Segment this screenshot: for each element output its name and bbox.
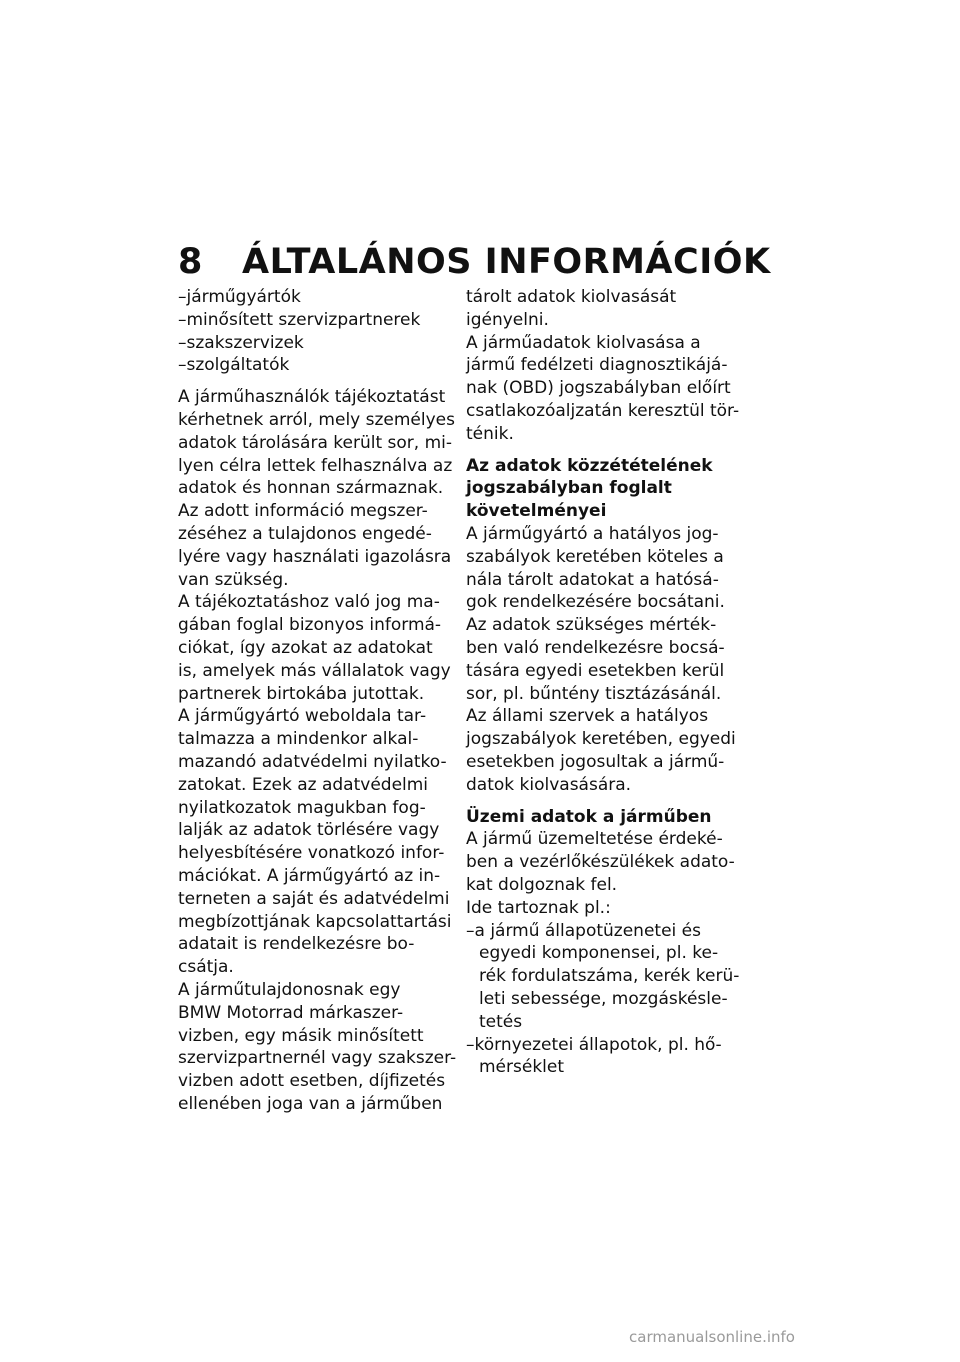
text-line: datok kiolvasására. — [466, 774, 632, 795]
section-heading: követelményei — [466, 501, 607, 522]
section-heading: Az adatok közzétételének — [466, 455, 713, 476]
text-line: A járműgyártó a hatályos jog- — [466, 523, 719, 544]
text-line: kérhetnek arról, mely személyes — [178, 409, 455, 430]
list-item-continuation: mérséklet — [479, 1057, 565, 1078]
text-line: A járműhasználók tájékoztatást — [178, 387, 446, 408]
text-line: mációkat. A járműgyártó az in- — [178, 865, 441, 886]
paragraph-gap — [466, 797, 738, 806]
list-item-continuation: rék fordulatszáma, kerék kerü- — [479, 966, 740, 987]
text-line: esetekben jogosultak a jármű- — [466, 751, 725, 772]
watermark-footer: carmanualsonline.info — [629, 1328, 795, 1346]
text-line: nyilatkozatok magukban fog- — [178, 797, 426, 818]
text-line: ben a vezérlőkészülékek adato- — [466, 852, 735, 873]
text-line: Az állami szervek a hatályos — [466, 706, 709, 727]
right-text-column — [466, 286, 738, 1079]
text-line: lalják az adatok törlésére vagy — [178, 820, 440, 841]
paragraph-gap — [466, 446, 738, 455]
text-line: szervizpartnernél vagy szakszer- — [178, 1048, 457, 1069]
chapter-number: 8 — [178, 242, 203, 282]
section-heading: Üzemi adatok a járműben — [466, 806, 712, 827]
text-line: –minősített szervizpartnerek — [178, 309, 421, 330]
text-line: csátja. — [178, 957, 234, 978]
text-line: A járműadatok kiolvasása a — [466, 332, 701, 353]
left-text-column — [178, 286, 457, 1116]
text-line: –a jármű állapotüzenetei és — [466, 920, 701, 941]
text-line: tárolt adatok kiolvasását — [466, 287, 677, 307]
text-line: sor, pl. bűntény tisztázásánál. — [466, 683, 722, 704]
text-line: zéséhez a tulajdonos engedé- — [178, 523, 432, 544]
text-line: nála tárolt adatokat a hatósá- — [466, 569, 719, 590]
text-line: –környezetei állapotok, pl. hő- — [466, 1034, 722, 1055]
text-line: gában foglal bizonyos informá- — [178, 615, 442, 636]
section-heading: jogszabályban foglalt — [466, 478, 672, 499]
text-line: is, amelyek más vállalatok vagy — [178, 660, 451, 681]
text-line: Az adott információ megszer- — [178, 501, 428, 522]
text-line: tására egyedi esetekben kerül — [466, 660, 725, 681]
list-item-continuation: egyedi komponensei, pl. ke- — [479, 943, 719, 964]
list-item-continuation: tetés — [479, 1011, 523, 1032]
text-line: zatokat. Ezek az adatvédelmi — [178, 774, 429, 795]
text-line: kat dolgoznak fel. — [466, 874, 618, 895]
text-line: igényelni. — [466, 309, 549, 330]
text-line: lyére vagy használati igazolásra — [178, 546, 452, 567]
text-line: ciókat, így azokat az adatokat — [178, 637, 433, 658]
text-line: jármű fedélzeti diagnosztikájá- — [466, 355, 728, 376]
text-line: vizben, egy másik minősített — [178, 1025, 424, 1046]
text-line: ténik. — [466, 423, 514, 444]
text-line: A járműtulajdonosnak egy — [178, 979, 401, 1000]
text-line: van szükség. — [178, 569, 289, 590]
text-line: terneten a saját és adatvédelmi — [178, 888, 450, 909]
text-line: ellenében joga van a járműben — [178, 1093, 443, 1114]
text-line: szabályok keretében köteles a — [466, 546, 724, 567]
text-line: ben való rendelkezésre bocsá- — [466, 637, 725, 658]
list-item-continuation: leti sebessége, mozgáskésle- — [479, 988, 728, 1009]
text-line: vizben adott esetben, díjfizetés — [178, 1071, 446, 1092]
text-line: adatait is rendelkezésre bo- — [178, 934, 415, 955]
text-line: Ide tartoznak pl.: — [466, 897, 611, 918]
text-line: talmazza a mindenkor alkal- — [178, 729, 419, 750]
text-line: –szakszervizek — [178, 332, 304, 353]
text-line: jogszabályok keretében, egyedi — [466, 729, 736, 750]
text-line: lyen célra lettek felhasználva az — [178, 455, 453, 476]
text-line: megbízottjának kapcsolattartási — [178, 911, 452, 932]
page-title — [178, 236, 771, 288]
text-line: –szolgáltatók — [178, 355, 290, 376]
text-line: nak (OBD) jogszabályban előírt — [466, 378, 731, 399]
text-line: BMW Motorrad márkaszer- — [178, 1002, 404, 1023]
text-line: Az adatok szükséges mérték- — [466, 615, 717, 636]
text-line: mazandó adatvédelmi nyilatko- — [178, 751, 447, 772]
text-line: gok rendelkezésére bocsátani. — [466, 592, 725, 613]
text-line: adatok és honnan származnak. — [178, 478, 444, 499]
text-line: A járműgyártó weboldala tar- — [178, 706, 427, 727]
text-line: partnerek birtokába jutottak. — [178, 683, 425, 704]
paragraph-gap — [178, 377, 453, 386]
text-line: adatok tárolására került sor, mi- — [178, 432, 452, 453]
text-line: –járműgyártók — [178, 287, 301, 307]
text-line: helyesbítésére vonatkozó infor- — [178, 843, 445, 864]
text-line: csatlakozóaljzatán keresztül tör- — [466, 400, 740, 421]
text-line: A jármű üzemeltetése érdeké- — [466, 829, 723, 850]
chapter-title: ÁLTALÁNOS INFORMÁCIÓK — [242, 242, 771, 282]
text-line: A tájékoztatáshoz való jog ma- — [178, 592, 440, 613]
